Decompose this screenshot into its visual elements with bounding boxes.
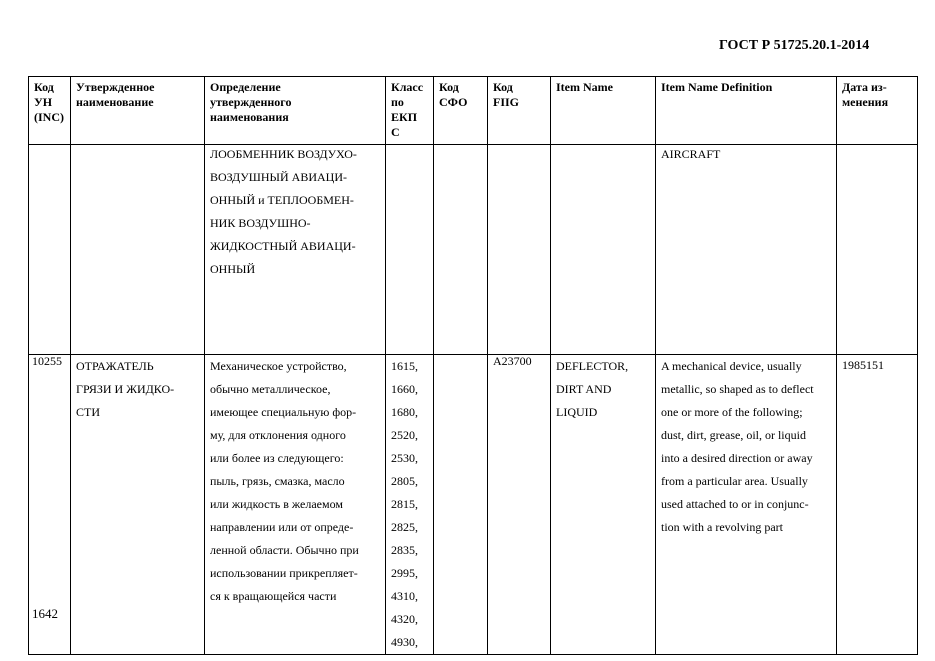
- cell-name: [71, 145, 205, 355]
- text-line: dust, dirt, grease, oil, or liquid: [661, 428, 806, 442]
- text-line: metallic, so shaped as to deflect: [661, 382, 814, 396]
- text-line: НИК ВОЗДУШНО-: [210, 216, 311, 230]
- text-line: СТИ: [76, 405, 100, 419]
- cell-class: [386, 355, 434, 655]
- cell-item-name: [551, 355, 656, 655]
- cell-sfo: [434, 355, 488, 655]
- header-definition: Определение утвержденного наименования: [205, 77, 386, 145]
- text-line: ОННЫЙ: [210, 262, 256, 276]
- cell-sfo: [434, 145, 488, 355]
- cell-code: [29, 145, 71, 355]
- text-line: AIRCRAFT: [661, 147, 721, 161]
- text-line: 2835,: [391, 543, 418, 557]
- text-line: ВОЗДУШНЫЙ АВИАЦИ-: [210, 170, 348, 184]
- header-item-name: Item Name: [551, 77, 656, 145]
- text-line: ленной области. Обычно при: [210, 543, 359, 557]
- text-line: обычно металлическое,: [210, 382, 331, 396]
- text-line: пыль, грязь, смазка, масло: [210, 474, 345, 488]
- header-date: Дата из- менения: [837, 77, 918, 145]
- cell-class: [386, 145, 434, 355]
- cell-definition: [205, 355, 386, 655]
- cell-fiig: A23700: [488, 355, 551, 655]
- header-code-un: Код УН (INC): [29, 77, 71, 145]
- header-fiig: Код FIIG: [488, 77, 551, 145]
- header-item-name-definition: Item Name Definition: [656, 77, 837, 145]
- page-number: 1642: [32, 606, 58, 621]
- cell-item-name-definition: [656, 355, 837, 655]
- text-line: направлении или от опреде-: [210, 520, 354, 534]
- text-line: A mechanical device, usually: [661, 359, 802, 373]
- text-line: one or more of the following;: [661, 405, 803, 419]
- text-line: tion with a revolving part: [661, 520, 783, 534]
- table-row: [29, 145, 918, 355]
- cell-date: 1985151: [837, 355, 918, 655]
- cell-item-name-definition: [656, 145, 837, 355]
- text-line: ЖИДКОСТНЫЙ АВИАЦИ-: [210, 239, 356, 253]
- text-line: 1660,: [391, 382, 418, 396]
- table-row: [29, 355, 918, 655]
- text-line: ГРЯЗИ И ЖИДКО-: [76, 382, 175, 396]
- text-line: into a desired direction or away: [661, 451, 813, 465]
- text-line: LIQUID: [556, 405, 598, 419]
- text-line: му, для отклонения одного: [210, 428, 346, 442]
- text-line: ОТРАЖАТЕЛЬ: [76, 359, 154, 373]
- text-line: или более из следующего:: [210, 451, 344, 465]
- header-sfo: Код СФО: [434, 77, 488, 145]
- text-line: 4320,: [391, 612, 418, 626]
- text-line: 4930,: [391, 635, 418, 649]
- text-line: 2825,: [391, 520, 418, 534]
- cell-name: [71, 355, 205, 655]
- text-line: 1680,: [391, 405, 418, 419]
- text-line: 2520,: [391, 428, 418, 442]
- cell-definition: [205, 145, 386, 355]
- text-line: 4310,: [391, 589, 418, 603]
- cell-item-name: [551, 145, 656, 355]
- text-line: 1615,: [391, 359, 418, 373]
- header-approved-name: Утвержденное наименование: [71, 77, 205, 145]
- text-line: или жидкость в желаемом: [210, 497, 343, 511]
- cell-fiig: [488, 145, 551, 355]
- nomenclature-table: [28, 76, 918, 655]
- text-line: 2805,: [391, 474, 418, 488]
- table-header-row: [29, 77, 918, 145]
- text-line: 2995,: [391, 566, 418, 580]
- header-class: Класс по ЕКП С: [386, 77, 434, 145]
- text-line: ОННЫЙ и ТЕПЛООБМЕН-: [210, 193, 354, 207]
- cell-date: [837, 145, 918, 355]
- text-line: Механическое устройство,: [210, 359, 347, 373]
- text-line: ся к вращающейся части: [210, 589, 337, 603]
- text-line: имеющее специальную фор-: [210, 405, 357, 419]
- text-line: 2530,: [391, 451, 418, 465]
- text-line: from a particular area. Usually: [661, 474, 808, 488]
- text-line: ЛООБМЕННИК ВОЗДУХО-: [210, 147, 357, 161]
- text-line: 2815,: [391, 497, 418, 511]
- text-line: использовании прикрепляет-: [210, 566, 358, 580]
- text-line: used attached to or in conjunc-: [661, 497, 809, 511]
- document-standard-header: ГОСТ Р 51725.20.1-2014: [719, 38, 870, 53]
- cell-code: 10255: [29, 355, 71, 655]
- text-line: DEFLECTOR,: [556, 359, 629, 373]
- text-line: DIRT AND: [556, 382, 612, 396]
